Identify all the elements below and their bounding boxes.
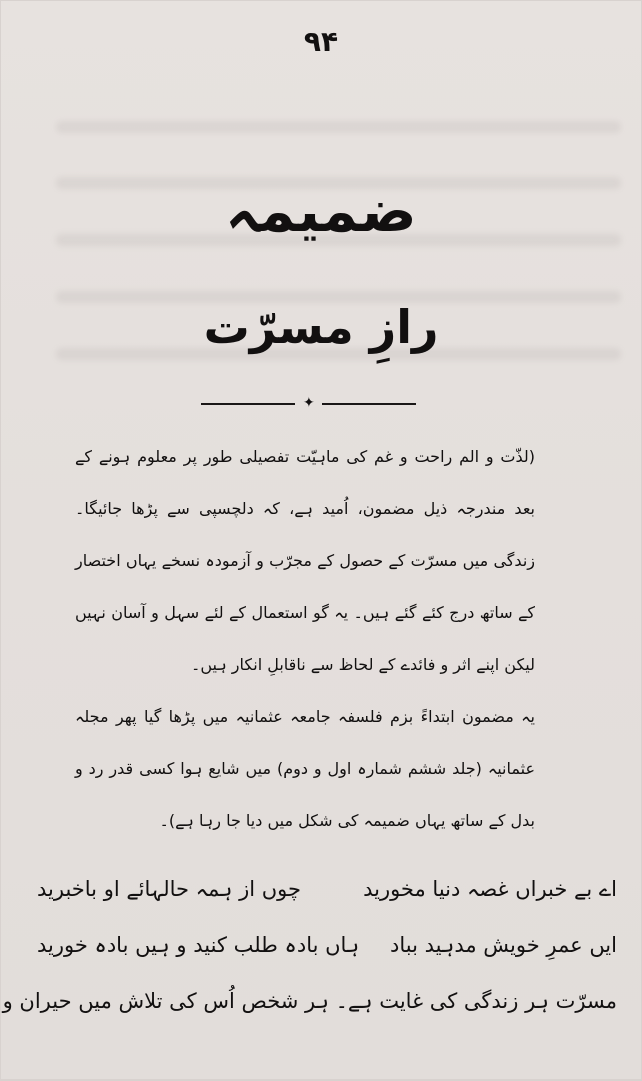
page-title: ضمیمہ: [225, 177, 417, 245]
divider-line-left: [201, 403, 295, 405]
verse-first-half: ایں عمرِ خویش مدہید بباد: [390, 933, 617, 957]
verse-first-half: اے بے خبراں غصہ دنیا مخورید: [363, 877, 617, 901]
verse-second-half: ہاں بادہ طلب کنید و ہیں بادہ خورید: [37, 933, 360, 957]
verse-block: [2, 861, 617, 1029]
prose-text: مسرّت ہر زندگی کی غایت ہے۔ ہر شخص اُس کی تلاش میں حیران و: [2, 989, 617, 1013]
page-subtitle: رازِ مسرّت: [203, 300, 439, 354]
page-number: ۹۴: [303, 25, 339, 58]
divider-ornament-icon: ✦: [303, 395, 315, 411]
intro-text: [75, 431, 535, 847]
intro-paragraph: (لذّت و الم راحت و غم کی ماہیّت تفصیلی طور پر معلوم ہونے کے بعد مندرجہ ذیل مضمون، اُمید ہے، کہ دلچسپی سے پڑھا جائیگا۔ زندگی میں مسرّت کے حصول کے مجرّب و آزمودہ نسخے یہاں اختصار کے ساتھ درج کئے گئے ہیں۔ یہ گو استعمال کے لئے سہل و آسان نہیں لیکن اپنے اثر و فائدے کے لحاظ سے ناقابلِ انکار ہیں۔: [75, 447, 535, 674]
divider-line-right: [322, 403, 416, 405]
show-through-text: [56, 121, 621, 133]
ornamental-divider: [201, 393, 416, 413]
intro-paragraph: یہ مضمون ابتداءً بزم فلسفہ جامعہ عثمانیہ میں پڑھا گیا پھر مجلہ عثمانیہ (جلد ششم شمارہ اول و دوم) میں شایع ہوا کسی قدر رد و بدل کے ساتھ یہاں ضمیمہ کی شکل میں دیا جا رہا ہے)۔: [75, 707, 535, 830]
verse-line: [37, 917, 617, 973]
prose-line: [2, 973, 617, 1029]
book-page: [1, 1, 641, 1079]
verse-second-half: چوں از ہمہ حالہائے او باخبرید: [37, 877, 301, 901]
verse-line: [37, 861, 617, 917]
